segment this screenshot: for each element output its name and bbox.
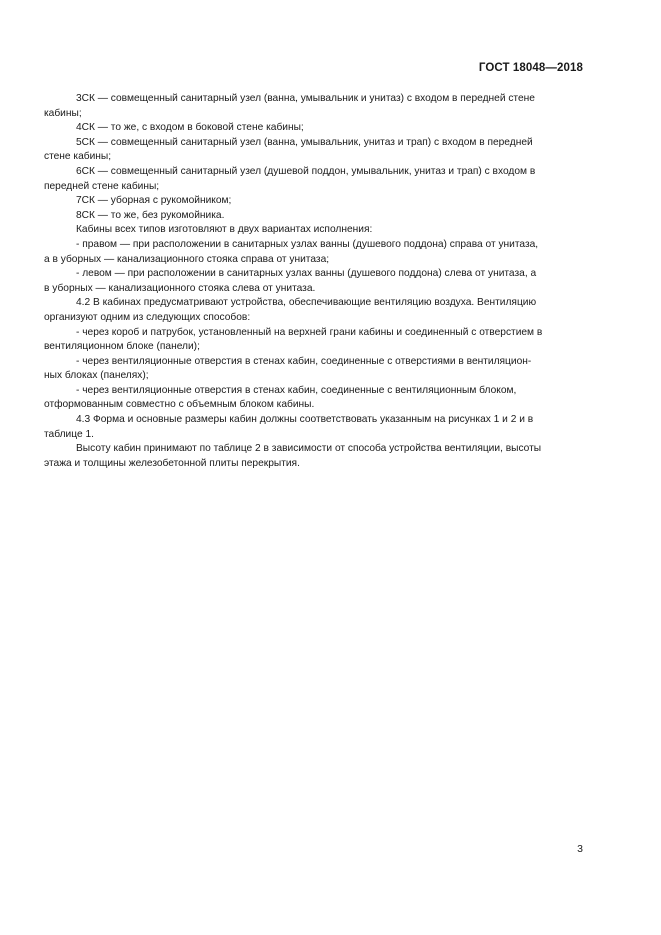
paragraph-line: - через короб и патрубок, установленный на верхней грани кабины и соединенный с отверстием в bbox=[76, 326, 543, 338]
section-paragraph bbox=[44, 413, 584, 442]
section-paragraph bbox=[44, 296, 584, 325]
paragraph-line: организуют одним из следующих способов: bbox=[44, 311, 251, 323]
list-item bbox=[44, 355, 584, 384]
document-id-header: ГОСТ 18048—2018 bbox=[478, 62, 583, 74]
paragraph-line: 6СК — совмещенный санитарный узел (душевой поддон, умывальник, унитаз и трап) с входом в bbox=[76, 165, 536, 177]
paragraph-line: 4СК — то же, с входом в боковой стене кабины; bbox=[76, 122, 304, 134]
paragraph bbox=[76, 209, 584, 224]
paragraph bbox=[44, 136, 584, 165]
paragraph bbox=[44, 165, 584, 194]
list-item bbox=[44, 267, 584, 296]
paragraph-line: - через вентиляционные отверстия в стенах кабин, соединенные с вентиляционным блоком, bbox=[76, 384, 517, 396]
paragraph bbox=[76, 121, 584, 136]
paragraph-line: этажа и толщины железобетонной плиты перекрытия. bbox=[44, 457, 300, 469]
paragraph-line: 3СК — совмещенный санитарный узел (ванна, умывальник и унитаз) с входом в передней стене bbox=[76, 93, 535, 104]
paragraph-line: ных блоках (панелях); bbox=[44, 370, 149, 382]
paragraph bbox=[76, 223, 584, 238]
paragraph bbox=[76, 194, 584, 209]
paragraph-line: стене кабины; bbox=[44, 151, 112, 163]
paragraph-line: 4.3 Форма и основные размеры кабин должны соответствовать указанным на рисунках 1 и 2 и в bbox=[76, 414, 534, 426]
paragraph-line: в уборных — канализационного стояка слева от унитаза. bbox=[44, 282, 316, 294]
paragraph-line: передней стене кабины; bbox=[44, 180, 160, 192]
list-item bbox=[44, 326, 584, 355]
page-number: 3 bbox=[577, 843, 583, 855]
paragraph-line: вентиляционном блоке (панели); bbox=[44, 341, 200, 353]
paragraph-line: Кабины всех типов изготовляют в двух вариантах исполнения: bbox=[76, 224, 373, 236]
paragraph-line: 4.2 В кабинах предусматривают устройства, обеспечивающие вентиляцию воздуха. Вентиляцию bbox=[76, 297, 537, 309]
paragraph bbox=[44, 92, 584, 121]
paragraph-line: а в уборных — канализационного стояка справа от унитаза; bbox=[44, 253, 330, 265]
paragraph-line: - левом — при расположении в санитарных узлах ванны (душевого поддона) слева от унитаза, а bbox=[76, 268, 537, 280]
paragraph-line: таблице 1. bbox=[44, 428, 94, 440]
paragraph-line: отформованным совместно с объемным блоком кабины. bbox=[44, 399, 315, 411]
body-text bbox=[44, 92, 584, 471]
paragraph-line: 5СК — совмещенный санитарный узел (ванна, умывальник, унитаз и трап) с входом в передней bbox=[76, 136, 533, 148]
paragraph-line: 7СК — уборная с рукомойником; bbox=[76, 195, 232, 207]
paragraph-line: кабины; bbox=[44, 107, 82, 119]
paragraph-line: 8СК — то же, без рукомойника. bbox=[76, 209, 225, 221]
paragraph-line: Высоту кабин принимают по таблице 2 в зависимости от способа устройства вентиляции, высоты bbox=[76, 443, 542, 455]
list-item bbox=[44, 238, 584, 267]
paragraph-line: - через вентиляционные отверстия в стенах кабин, соединенные с отверстиями в вентиляцион- bbox=[76, 355, 532, 367]
paragraph bbox=[44, 442, 584, 471]
paragraph-line: - правом — при расположении в санитарных узлах ванны (душевого поддона) справа от унитаза, bbox=[76, 238, 539, 250]
list-item bbox=[44, 384, 584, 413]
